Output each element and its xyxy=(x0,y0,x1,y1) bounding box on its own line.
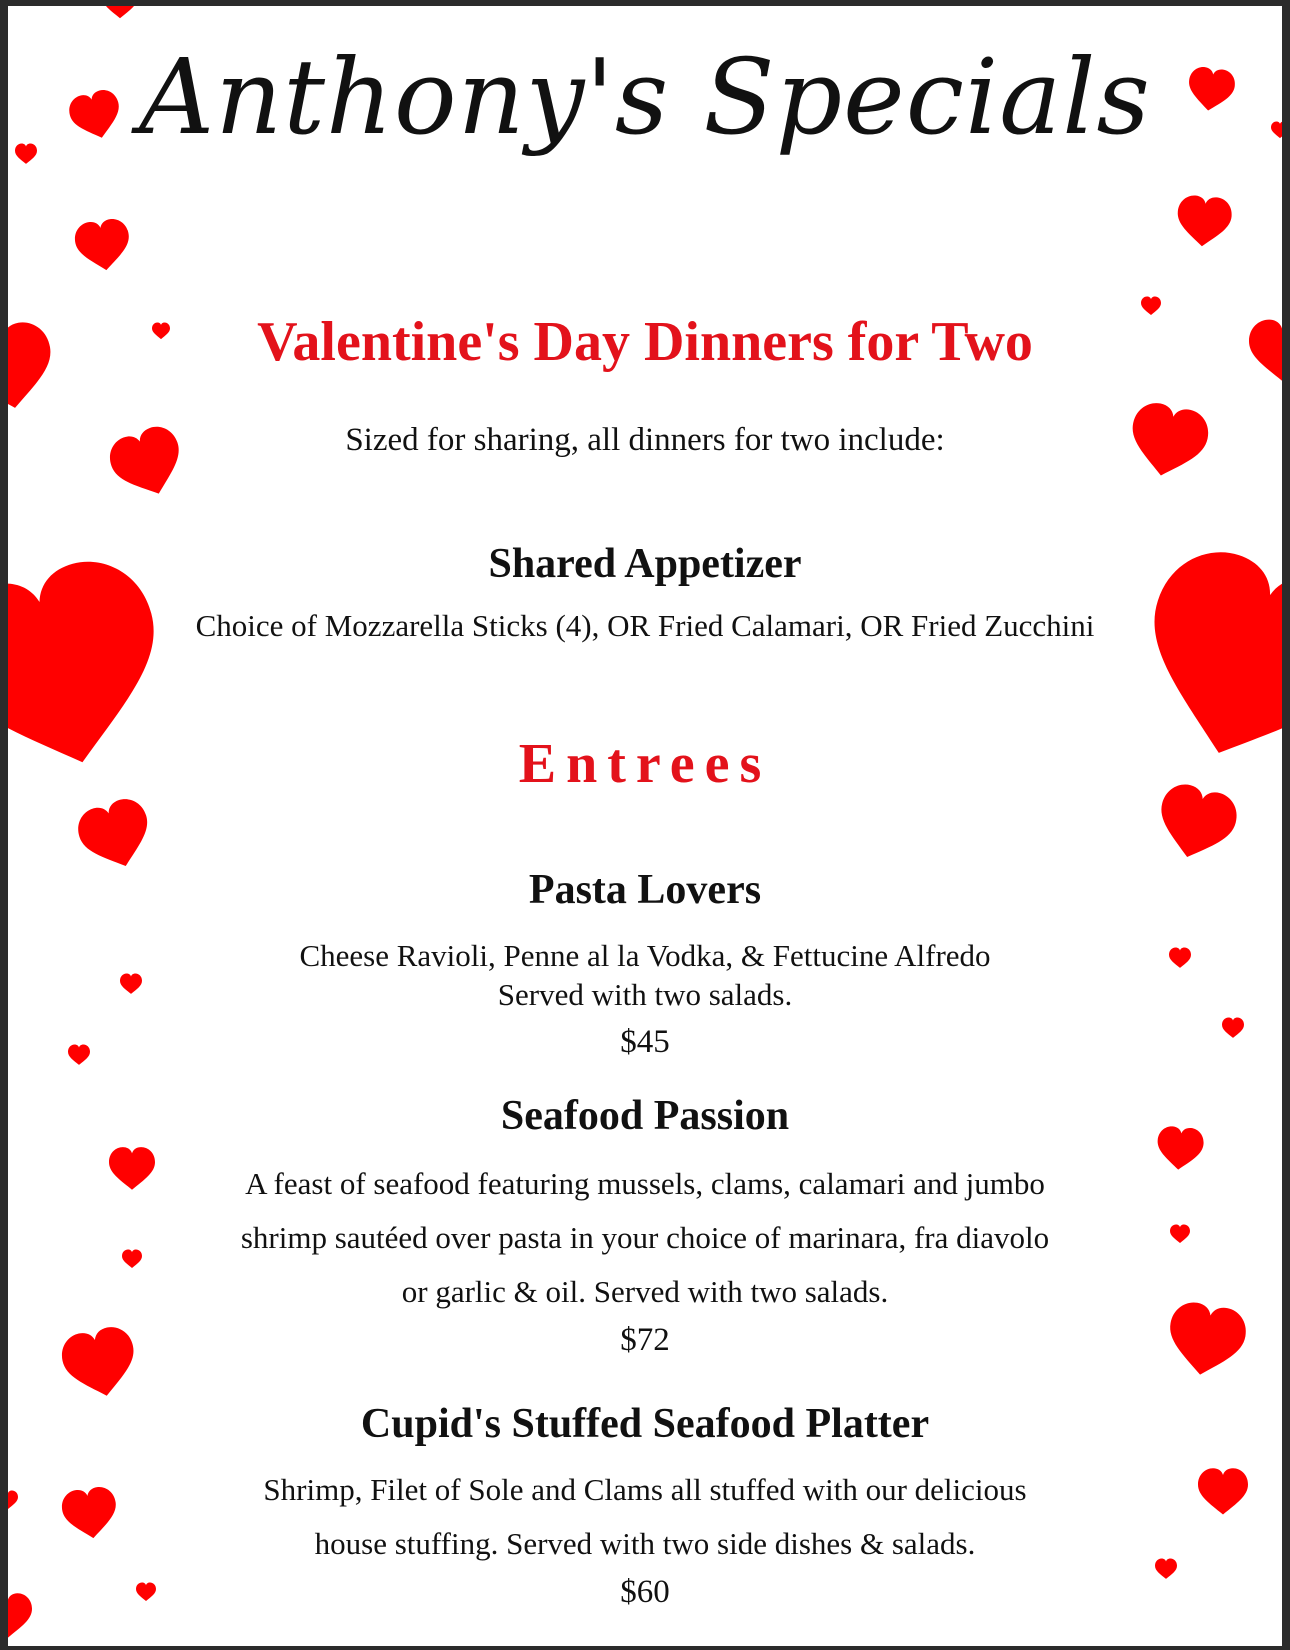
heart-icon xyxy=(72,794,159,877)
heart-icon xyxy=(1175,194,1233,248)
entree-description-line: Shrimp, Filet of Sole and Clams all stuffed with our delicious xyxy=(263,1472,1027,1507)
entrees-heading: Entrees xyxy=(518,733,772,795)
menu-subtitle: Valentine's Day Dinners for Two xyxy=(257,311,1033,373)
entree-price: $60 xyxy=(620,1574,670,1610)
entree-name: Cupid's Stuffed Seafood Platter xyxy=(360,1401,930,1447)
entree-description-line: Cheese Ravioli, Penne al la Vodka, & Fettucine Alfredo xyxy=(299,938,991,973)
heart-icon xyxy=(102,6,138,18)
appetizer-heading: Shared Appetizer xyxy=(488,541,802,587)
menu-page xyxy=(8,6,1282,1646)
restaurant-title: Anthony's Specials xyxy=(139,36,1151,158)
entree-description-line: house stuffing. Served with two side dishes & salads. xyxy=(314,1526,976,1561)
entree-name: Seafood Passion xyxy=(500,1093,790,1139)
entree-price: $45 xyxy=(620,1024,670,1060)
heart-icon xyxy=(73,217,133,274)
entree-price: $72 xyxy=(620,1322,670,1358)
entree-description-line: shrimp sautéed over pasta in your choice of marinara, fra diavolo xyxy=(240,1220,1050,1255)
intro-text: Sized for sharing, all dinners for two include: xyxy=(345,422,945,458)
entree-description-line: Served with two salads. xyxy=(497,977,793,1012)
entree-name: Pasta Lovers xyxy=(528,867,762,913)
entree-description-line: or garlic & oil. Served with two salads. xyxy=(401,1274,889,1309)
entree-description-line: A feast of seafood featuring mussels, clams, calamari and jumbo xyxy=(245,1166,1045,1201)
appetizer-description: Choice of Mozzarella Sticks (4), OR Fried Calamari, OR Fried Zucchini xyxy=(195,608,1095,643)
